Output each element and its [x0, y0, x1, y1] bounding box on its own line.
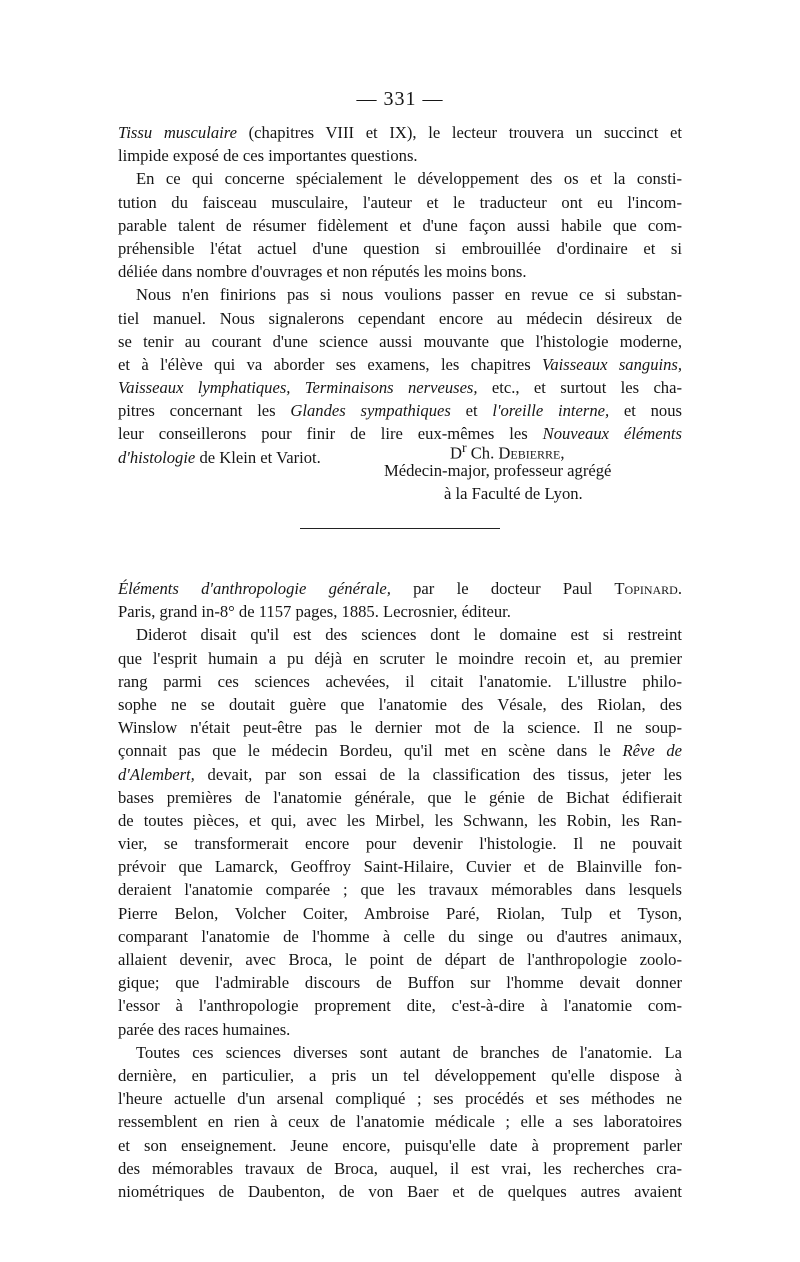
signature-title: Médecin-major, professeur agrégé	[384, 461, 612, 480]
text-line: parée des races humaines.	[118, 1019, 291, 1039]
text-line: et son enseignement. Jeune encore, puisqu'elle date à proprement parler	[118, 1135, 682, 1155]
text-line: de toutes pièces, et qui, avec les Mirbel, les Schwann, les Robin, les Ran-	[118, 810, 682, 830]
text-line: niométriques de Daubenton, de von Baer et de quelques autres avaient	[118, 1181, 682, 1201]
text-line: Diderot disait qu'il est des sciences dont le domaine est si restreint	[136, 625, 682, 645]
text-line: Pierre Belon, Volcher Coiter, Ambroise Paré, Riolan, Tulp et Tyson,	[118, 903, 682, 923]
text-line: bases premières de l'anatomie générale, que le génie de Bichat édifierait	[118, 787, 682, 807]
text-line: gique; que l'admirable discours de Buffon sur l'homme devait donner	[118, 973, 682, 993]
text-line: déliée dans nombre d'ouvrages et non réputés les moins bons.	[118, 262, 527, 282]
text-line: que l'esprit humain a pu déjà en scruter le moindre recoin et, au premier	[118, 648, 682, 668]
text-line: sophe ne se doutait guère que l'anatomie des Vésale, des Riolan, des	[118, 694, 682, 714]
text-line: Éléments d'anthropologie générale, par le docteur Paul Topinard.	[118, 579, 682, 598]
review-topinard-body	[118, 577, 682, 1203]
signature-affiliation: à la Faculté de Lyon.	[444, 484, 583, 503]
text-line: Nous n'en finirions pas si nous voulions passer en revue ce si substan-	[136, 285, 682, 305]
text-line: parable talent de résumer fidèlement et d'une façon aussi habile que com-	[118, 215, 682, 235]
text-line: et à l'élève qui va aborder ses examens, les chapitres Vaisseaux sanguins,	[118, 354, 683, 374]
text-line: prévoir que Lamarck, Geoffroy Saint-Hilaire, Cuvier et de Blainville fon-	[118, 857, 682, 877]
text-line: dernière, en particulier, a pris un tel développement qu'elle dispose à	[118, 1065, 682, 1085]
signature-name: $D^r$ Ch. Debierre,	[450, 440, 565, 463]
text-line: çonnait pas que le médecin Bordeu, qu'il met en scène dans le Rêve de	[118, 741, 682, 761]
text-line: vier, se transformerait encore pour devenir l'histologie. Il ne pouvait	[118, 834, 682, 854]
text-line: Tissu musculaire (chapitres VIII et IX), le lecteur trouvera un succinct et	[118, 123, 682, 142]
text-line: se tenir au courant d'une science aussi mouvante que l'histologie moderne,	[118, 331, 682, 351]
text-line: limpide exposé de ces importantes questions.	[118, 146, 418, 166]
text-line: rang parmi ces sciences achevées, il citait l'anatomie. L'illustre philo-	[118, 671, 682, 691]
text-line: l'essor à l'anthropologie proprement dite, c'est-à-dire à l'anatomie com-	[118, 996, 682, 1016]
text-line: d'histologie de Klein et Variot.	[118, 447, 321, 467]
page-number: — 331 —	[356, 88, 444, 110]
text-line: l'heure actuelle d'un arsenal compliqué ; ses procédés et ses méthodes ne	[118, 1089, 682, 1109]
text-line: d'Alembert, devait, par son essai de la classification des tissus, jeter les	[118, 764, 682, 784]
text-line: Paris, grand in-8° de 1157 pages, 1885. Lecrosnier, éditeur.	[118, 602, 511, 622]
text-line: pitres concernant les Glandes sympathiques et l'oreille interne, et nous	[118, 401, 682, 421]
review-debierre-body	[118, 121, 682, 469]
text-line: des mémorables travaux de Broca, auquel, il est vrai, les recherches cra-	[118, 1158, 682, 1178]
text-line: En ce qui concerne spécialement le développement des os et la consti-	[136, 169, 682, 189]
text-line: ressemblent en rien à ceux de l'anatomie médicale ; elle a ses laboratoires	[118, 1112, 682, 1132]
text-line: deraient l'anatomie comparée ; que les travaux mémorables dans lesquels	[118, 880, 682, 900]
text-line: Winslow n'était peut-être pas le dernier mot de la science. Il ne soup-	[118, 718, 682, 738]
text-line: leur conseillerons pour finir de lire eux-mêmes les Nouveaux éléments	[118, 424, 682, 444]
text-line: comparant l'anatomie de l'homme à celle du singe ou d'autres animaux,	[118, 926, 682, 946]
text-line: allaient devenir, avec Broca, le point de départ de l'anthropologie zoolo-	[118, 950, 682, 969]
section-divider	[300, 528, 500, 529]
text-line: Vaisseaux lymphatiques, Terminaisons nerveuses, etc., et surtout les cha-	[118, 378, 682, 398]
text-line: Toutes ces sciences diverses sont autant de branches de l'anatomie. La	[136, 1042, 682, 1062]
text-line: préhensible l'état actuel d'une question si embrouillée d'ordinaire et si	[118, 238, 682, 258]
text-line: tiel manuel. Nous signalerons cependant encore au médecin désireux de	[118, 308, 682, 328]
text-line: tution du faisceau musculaire, l'auteur et le traducteur ont eu l'incom-	[118, 192, 682, 212]
